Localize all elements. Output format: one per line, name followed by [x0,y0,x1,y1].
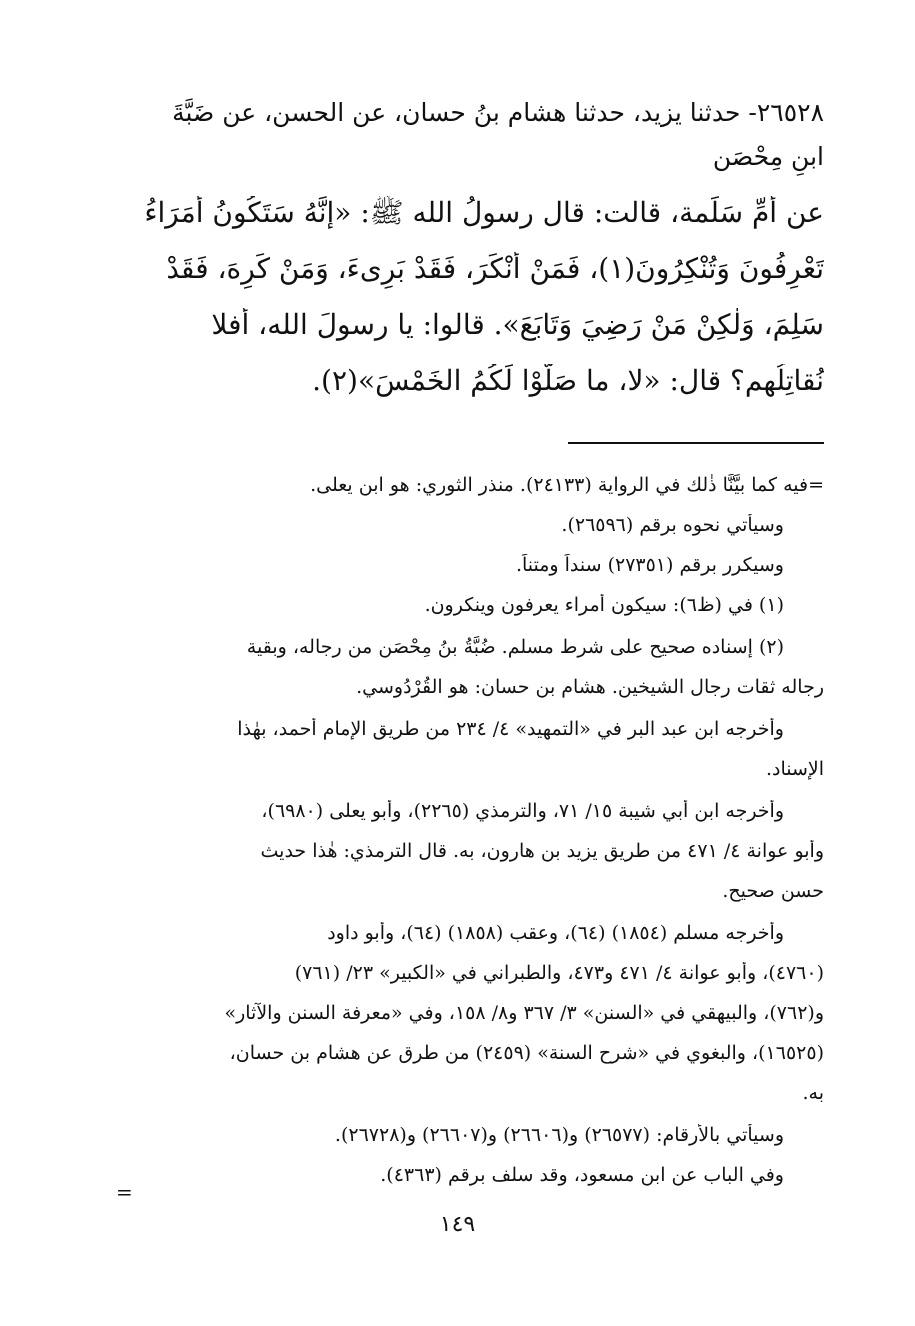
footnote-line-7: وأخرجه ابن عبد البر في «التمهيد» ٤/ ٢٣٤ من طريق الإمام أحمد، بهٰذا [237,718,784,740]
matn-line-1: عن أمِّ سَلَمة، قالت: قال رسولُ الله ﷺ: «إنَّهُ سَتَكُونُ أُمَرَاءُ [144,196,824,229]
footnote-line-13: (٤٧٦٠)، وأبو عوانة ٤/ ٤٧١ و٤٧٣، والطبراني في «الكبير» ٢٣/ (٧٦١) [294,962,824,984]
footnote-line-3: وسيكرر برقم (٢٧٣٥١) سنداً ومتناً. [515,554,784,576]
footnote-line-2: وسيأتي نحوه برقم (٢٦٥٩٦). [561,514,784,536]
footnote-line-12: وأخرجه مسلم (١٨٥٤) (٦٤)، وعقب (١٨٥٨) (٦٤)، وأبو داود [327,922,784,944]
hadith-isnad [108,98,824,186]
page-number: ١٤٩ [439,1212,476,1237]
isnad-line-1: ٢٦٥٢٨- حدثنا يزيد، حدثنا هشام بنُ حسان، عن الحسن، عن ضَبَّةَ [172,98,824,127]
footnote-separator [568,442,824,444]
footnote-line-16: به. [802,1082,824,1104]
footnote-line-14: و(٧٦٢)، والبيهقي في «السنن» ٣/ ٣٦٧ و٨/ ١٥٨، وفي «معرفة السنن والآثار» [224,1002,824,1024]
continuation-mark: = [116,1180,133,1204]
footnote-line-8: الإسناد. [765,758,824,780]
footnote-line-11: حسن صحيح. [722,880,824,902]
footnote-line-15: (١٦٥٢٥)، والبغوي في «شرح السنة» (٢٤٥٩) من طرق عن هشام بن حسان، [229,1042,824,1064]
matn-line-4: نُقاتِلُهم؟ قال: «لا، ما صَلَّوْا لَكُمُ الخَمْسَ»(٢). [312,364,824,397]
isnad-line-2: ابنِ مِحْصَن [712,142,824,171]
matn-line-2: تَعْرِفُونَ وَتُنْكِرُونَ(١)، فَمَنْ أَنْكَرَ، فَقَدْ بَرِىءَ، وَمَنْ كَرِهَ، فَقَدْ [166,252,824,285]
hadith-matn [108,196,824,420]
footnote-line-18: وفي الباب عن ابن مسعود، وقد سلف برقم (٤٣٦٣). [380,1164,784,1186]
footnote-line-9: وأخرجه ابن أبي شيبة ١٥/ ٧١، والترمذي (٢٢٦٥)، وأبو يعلى (٦٩٨٠)، [261,800,784,822]
footnotes [108,474,824,1204]
footnote-line-5: (٢) إسناده صحيح على شرط مسلم. ضُبَّةُ بنُ مِحْصَن من رجاله، وبقية [246,636,784,658]
footnote-line-4: (١) في (ظ٦): سيكون أمراء يعرفون وينكرون. [424,594,784,616]
matn-line-3: سَلِمَ، وَلٰكِنْ مَنْ رَضِيَ وَتَابَعَ». قالوا: يا رسولَ الله، أفلا [211,308,824,341]
footnote-line-10: وأبو عوانة ٤/ ٤٧١ من طريق يزيد بن هارون، به. قال الترمذي: هٰذا حديث [260,840,824,862]
footnote-line-6: رجاله ثقات رجال الشيخين. هشام بن حسان: هو القُرْدُوسي. [356,676,824,698]
footnote-line-17: وسيأتي بالأرقام: (٢٦٥٧٧) و(٢٦٦٠٦) و(٢٦٦٠٧) و(٢٦٧٢٨). [334,1124,784,1146]
footnote-line-1: =فيه كما بيَّنَّا ذٰلك في الرواية (٢٤١٣٣). منذر الثوري: هو ابن يعلى. [310,474,824,496]
